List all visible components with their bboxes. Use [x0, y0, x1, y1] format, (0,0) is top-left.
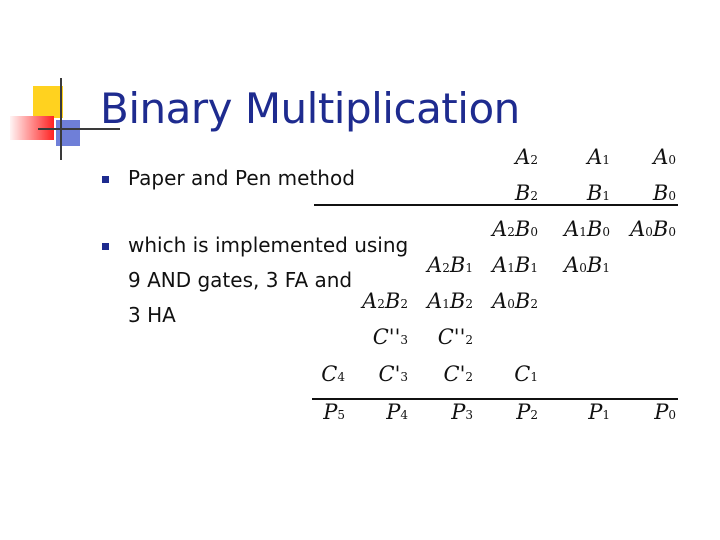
term-letter: A [492, 253, 508, 277]
product-row-term [654, 400, 676, 424]
term-subscript: 1 [530, 370, 538, 384]
term-letter: B [652, 181, 669, 205]
term-letter: A [653, 145, 669, 169]
term-letter: A [427, 253, 443, 277]
term-letter: C' [443, 362, 466, 386]
term-letter: P [516, 400, 531, 424]
term-subscript: 2 [377, 297, 385, 311]
term-letter: C [514, 362, 531, 386]
term-subscript: 2 [530, 153, 538, 167]
partial-product-row-1-term [630, 217, 676, 241]
multiplicand-row-term [587, 145, 610, 169]
term-subscript: 0 [668, 225, 676, 239]
term-letter: C' [378, 362, 401, 386]
term-letter: A [564, 253, 580, 277]
term-letter: B [652, 217, 669, 241]
product-row-term [451, 400, 473, 424]
term-letter: A [630, 217, 646, 241]
term-subscript: 2 [507, 225, 515, 239]
term-subscript: 0 [668, 189, 676, 203]
bullet-line: which is implemented using [128, 233, 409, 257]
term-subscript: 3 [465, 408, 473, 422]
slide-title: Binary Multiplication [100, 84, 520, 133]
term-subscript: 0 [668, 153, 676, 167]
term-letter: C'' [372, 325, 401, 349]
term-letter: P [451, 400, 466, 424]
term-letter: C [321, 362, 338, 386]
term-letter: P [654, 400, 669, 424]
term-subscript: 2 [442, 261, 450, 275]
term-letter: A [492, 217, 508, 241]
product-row-term [386, 400, 408, 424]
term-subscript: 0 [579, 261, 587, 275]
term-subscript: 1 [579, 225, 587, 239]
term-letter: A [427, 289, 443, 313]
term-subscript: 4 [337, 370, 345, 384]
multiplier-row-term [653, 181, 676, 205]
term-letter: B [514, 253, 531, 277]
term-subscript: 3 [400, 333, 408, 347]
term-subscript: 2 [530, 408, 538, 422]
product-row-term [588, 400, 610, 424]
partial-product-row-3-term [362, 289, 408, 313]
multiplier-underline [314, 204, 678, 206]
term-subscript: 0 [668, 408, 676, 422]
partial-product-row-3-term [427, 289, 473, 313]
term-letter: B [514, 217, 531, 241]
partial-product-row-2-term [492, 253, 538, 277]
term-subscript: 1 [507, 261, 515, 275]
term-subscript: 2 [530, 297, 538, 311]
multiplicand-row-term [515, 145, 538, 169]
term-subscript: 4 [400, 408, 408, 422]
term-letter: B [449, 253, 466, 277]
carry-row-term [514, 362, 538, 386]
term-letter: B [449, 289, 466, 313]
bullet-line: 3 HA [128, 303, 176, 327]
term-letter: B [514, 181, 531, 205]
carry-row-term [379, 362, 408, 386]
partial-product-row-2-term [427, 253, 473, 277]
term-subscript: 0 [602, 225, 610, 239]
sum-line [312, 398, 678, 400]
term-letter: B [586, 217, 603, 241]
term-letter: A [587, 145, 603, 169]
term-subscript: 2 [465, 333, 473, 347]
bullet-line: Paper and Pen method [128, 166, 355, 190]
term-subscript: 3 [400, 370, 408, 384]
term-letter: P [386, 400, 401, 424]
term-subscript: 1 [602, 153, 610, 167]
term-subscript: 2 [400, 297, 408, 311]
term-subscript: 1 [530, 261, 538, 275]
multiplier-row-term [587, 181, 610, 205]
term-letter: P [323, 400, 338, 424]
term-letter: B [514, 289, 531, 313]
term-subscript: 1 [442, 297, 450, 311]
carry-row-term [444, 362, 473, 386]
term-letter: A [564, 217, 580, 241]
term-letter: B [586, 253, 603, 277]
term-subscript: 2 [465, 370, 473, 384]
product-row-term [516, 400, 538, 424]
term-subscript: 1 [602, 408, 610, 422]
term-subscript: 2 [465, 297, 473, 311]
term-letter: C'' [437, 325, 466, 349]
multiplier-row-term [515, 181, 538, 205]
partial-product-row-2-term [564, 253, 610, 277]
partial-product-row-1-term [564, 217, 610, 241]
partial-product-row-1-term [492, 217, 538, 241]
term-subscript: 1 [602, 261, 610, 275]
term-subscript: 1 [465, 261, 473, 275]
bullet-line: 9 AND gates, 3 FA and [128, 268, 353, 292]
product-row-term [323, 400, 345, 424]
term-subscript: 5 [337, 408, 345, 422]
second-carry-row-term [373, 325, 408, 349]
term-subscript: 0 [530, 225, 538, 239]
term-letter: P [588, 400, 603, 424]
term-letter: A [515, 145, 531, 169]
term-subscript: 1 [602, 189, 610, 203]
term-subscript: 0 [645, 225, 653, 239]
term-letter: B [586, 181, 603, 205]
partial-product-row-3-term [492, 289, 538, 313]
term-subscript: 0 [507, 297, 515, 311]
second-carry-row-term [438, 325, 473, 349]
term-letter: A [362, 289, 378, 313]
multiplicand-row-term [653, 145, 676, 169]
carry-row-term [321, 362, 345, 386]
term-letter: B [384, 289, 401, 313]
term-subscript: 2 [530, 189, 538, 203]
term-letter: A [492, 289, 508, 313]
